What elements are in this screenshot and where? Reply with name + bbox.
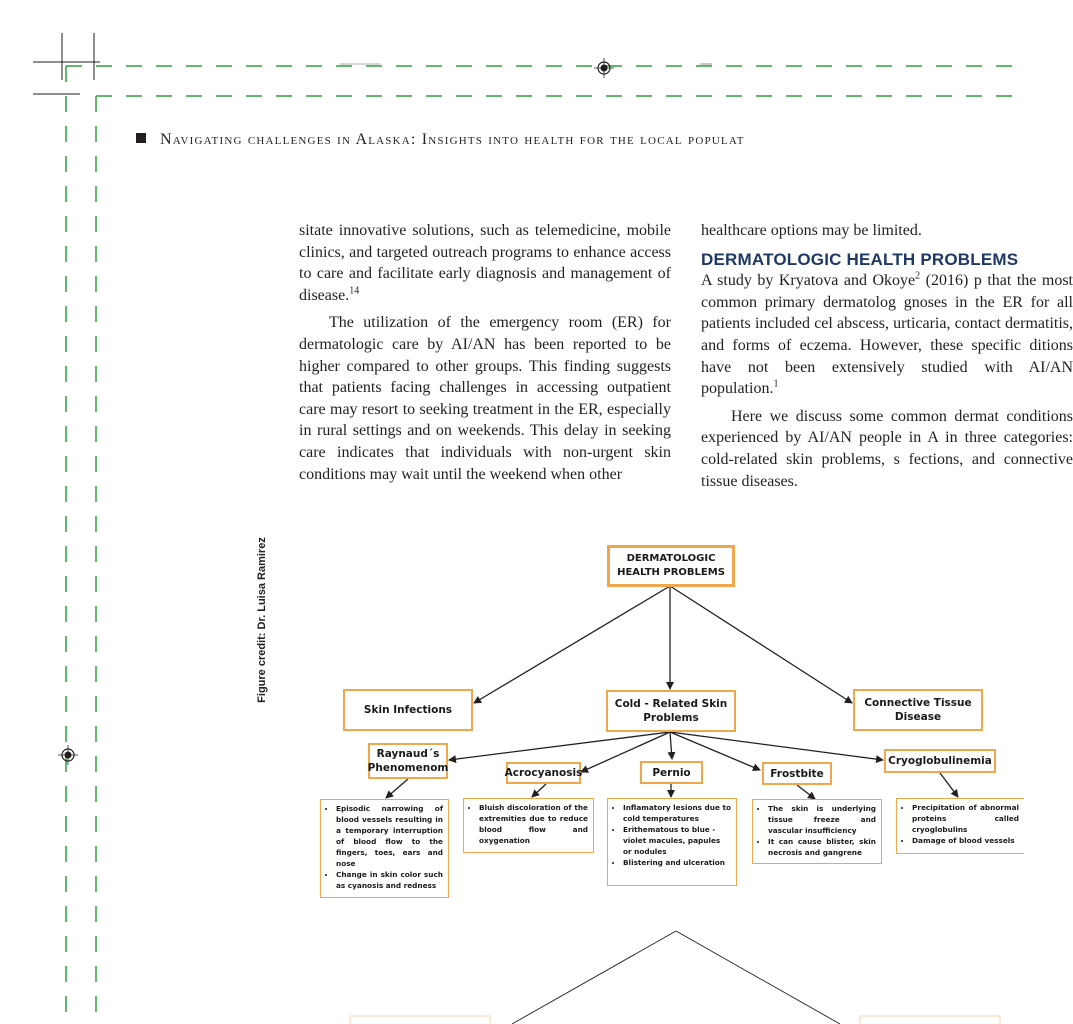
right-paragraph-2: Here we discuss some common dermat conditions experienced by AI/AN people in A in three categories: cold-related skin problems, s fections, and connective tissue diseases. (701, 407, 1073, 490)
desc-frostbite (752, 799, 882, 864)
node-acrocyanosis: Acrocyanosis (506, 762, 581, 784)
desc-item: • Episodic narrowing of blood vessels resulting in a temporary interruption of blood flow to the fingers, toes, ears and nose (336, 803, 443, 869)
desc-cryoglobulinemia (896, 798, 1024, 854)
next-diagram-box-right (860, 1016, 1000, 1024)
node-pernio: Pernio (640, 761, 703, 784)
right-paragraph-1-text-a: A study by Kryatova and Okoye (701, 272, 916, 290)
right-paragraph-0: healthcare options may be limited. (701, 222, 922, 239)
desc-item: • Change in skin color such as cyanosis and redness (336, 869, 443, 891)
arrow-cold-to-pernio (670, 732, 672, 759)
desc-item: • Blistering and ulceration (623, 857, 731, 868)
arrow-acrocyanosis-desc (532, 784, 546, 797)
desc-item: • Precipitation of abnormal proteins called cryoglobulins (912, 802, 1019, 835)
desc-raynaud (320, 799, 449, 898)
right-paragraph-1-text-b: (2016) p that the most common primary dermatolog gnoses in the ER for all patients included cel abscess, urticaria, contact dermatitis, and forms of eczema. However, these specific ditions have not been extensively studied with AI/AN population. (701, 272, 1073, 398)
arrow-root-to-skin-infections (474, 586, 670, 703)
desc-item: • The skin is underlying tissue freeze and vascular insufficiency (768, 803, 876, 836)
node-skin-infections: Skin Infections (343, 689, 473, 731)
node-frostbite: Frostbite (762, 762, 832, 785)
desc-item: • Inflamatory lesions due to cold temperatures (623, 802, 731, 824)
section-heading: DERMATOLOGIC HEALTH PROBLEMS (701, 249, 1019, 269)
next-diagram-box-left (350, 1016, 490, 1024)
left-paragraph-2: The utilization of the emergency room (ER) for dermatologic care by AI/AN has been reported to be higher compared to other groups. This finding suggests that patients facing challenges in accessing outpatient care may resort to seeking treatment in the ER, especially in rural settings and on weekends. This delay in seeking care indicates that individuals with non-urgent skin conditions may wait until the weekend when other (299, 314, 671, 483)
node-cold-related: Cold - Related Skin Problems (606, 690, 736, 732)
desc-item: • Bluish discoloration of the extremities due to reduce blood flow and oxygenation (479, 802, 588, 846)
reference-marker: 14 (349, 285, 360, 297)
node-cryoglobulinemia: Cryoglobulinemia (884, 749, 996, 773)
desc-item: • Erithematous to blue - violet macules, papules or nodules (623, 824, 731, 857)
node-connective-tissue: Connective Tissue Disease (853, 689, 983, 731)
left-paragraph-1-text: sitate innovative solutions, such as telemedicine, mobile clinics, and targeted outreach programs to enhance access to care and facilitate early diagnosis and management of disease. (299, 222, 671, 304)
desc-item: • It can cause blister, skin necrosis and gangrene (768, 836, 876, 858)
desc-acrocyanosis (463, 798, 594, 853)
arrow-frostbite-desc (797, 785, 815, 799)
node-root: DERMATOLOGIC HEALTH PROBLEMS (607, 545, 735, 587)
reference-marker: 2 (915, 270, 921, 282)
next-diagram-lines (512, 931, 840, 1024)
figure-credit: Figure credit: Dr. Luisa Ramirez (256, 537, 268, 703)
arrow-cold-to-raynaud (449, 732, 670, 760)
desc-pernio (607, 798, 737, 886)
desc-item: • Damage of blood vessels (912, 835, 1019, 846)
arrow-raynaud-desc (386, 779, 408, 798)
reference-marker: 1 (773, 378, 779, 390)
arrow-root-to-connective (670, 586, 852, 703)
arrow-cryoglobulinemia-desc (940, 773, 958, 797)
node-raynaud: Raynaud´s Phenomenom (368, 743, 448, 779)
running-title: Navigating challenges in Alaska: Insights into health for the local populat (160, 131, 745, 148)
